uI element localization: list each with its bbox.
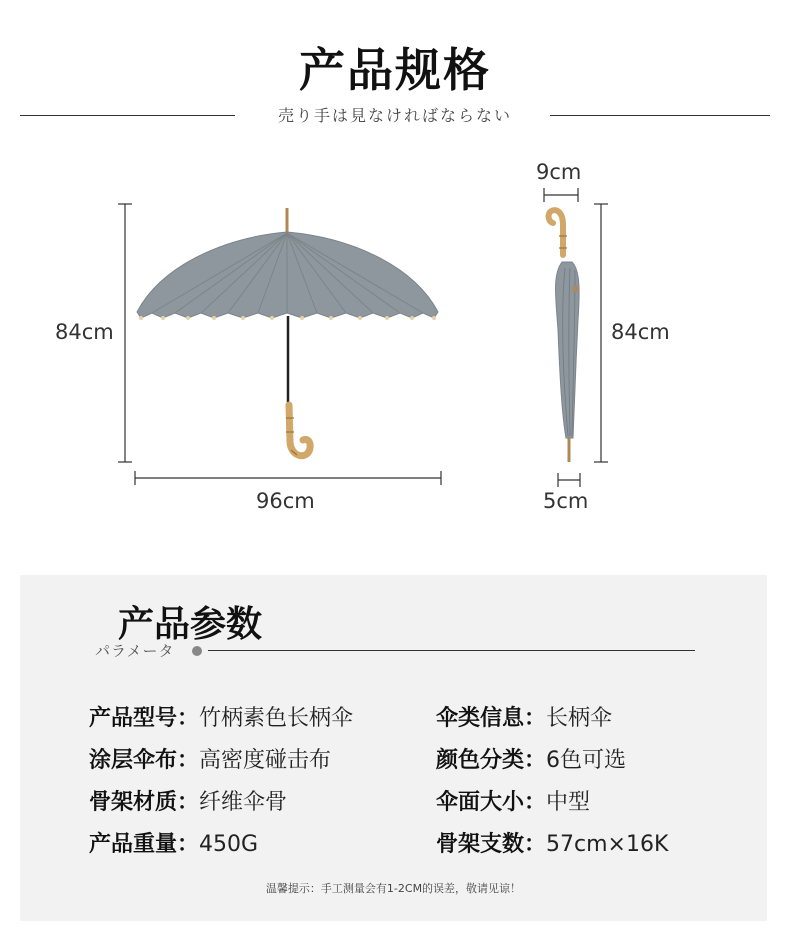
spec-item: [89, 827, 258, 858]
spec-key: 产品型号：: [89, 705, 200, 731]
open-width-bracket: [135, 471, 441, 485]
spec-value: 竹柄素色长柄伞: [199, 706, 354, 731]
spec-item: [436, 827, 668, 858]
params-divider: [208, 650, 695, 651]
spec-value: 6色可选: [546, 748, 627, 773]
spec-key: 产品重量：: [89, 831, 200, 857]
spec-value: 纤维伞骨: [199, 790, 288, 815]
closed-top-bracket: [544, 188, 578, 202]
closed-bottom-bracket: [558, 473, 580, 487]
open-umbrella-image: [137, 208, 438, 456]
spec-item: [89, 701, 353, 732]
measurement-note: 温馨提示：手工测量会有1-2CM的误差，敬请见谅！: [265, 882, 522, 895]
spec-item: [89, 785, 287, 816]
spec-key: 伞类信息：: [436, 705, 547, 731]
spec-item: [436, 701, 612, 732]
spec-value: 450G: [199, 832, 259, 857]
spec-item: [436, 785, 590, 816]
spec-value: 高密度碰击布: [199, 748, 332, 773]
subtitle-text: 売り手は見なければならない: [266, 106, 524, 125]
params-title: 产品参数: [118, 603, 263, 645]
spec-key: 伞面大小：: [436, 789, 547, 815]
open-height-label: 84cm: [55, 320, 114, 344]
spec-item: [436, 743, 626, 774]
closed-height-bracket: [594, 204, 608, 462]
page-title: 产品规格: [299, 43, 491, 97]
spec-key: 涂层伞布：: [89, 747, 200, 773]
spec-key: 颜色分类：: [436, 747, 547, 773]
closed-umbrella-image: [549, 210, 580, 462]
closed-top-label: 9cm: [536, 160, 582, 184]
spec-key: 骨架支数：: [436, 831, 547, 857]
closed-bottom-label: 5cm: [543, 489, 589, 513]
spec-value: 57cm×16K: [546, 832, 669, 857]
spec-key: 骨架材质：: [89, 789, 200, 815]
open-height-bracket: [118, 204, 132, 462]
spec-item: [89, 743, 331, 774]
spec-value: 中型: [546, 790, 591, 815]
closed-height-label: 84cm: [611, 320, 670, 344]
spec-value: 长柄伞: [546, 706, 613, 731]
params-subtitle: パラメータ: [95, 642, 175, 660]
bullet-dot-icon: [192, 646, 202, 656]
open-width-label: 96cm: [256, 489, 315, 513]
